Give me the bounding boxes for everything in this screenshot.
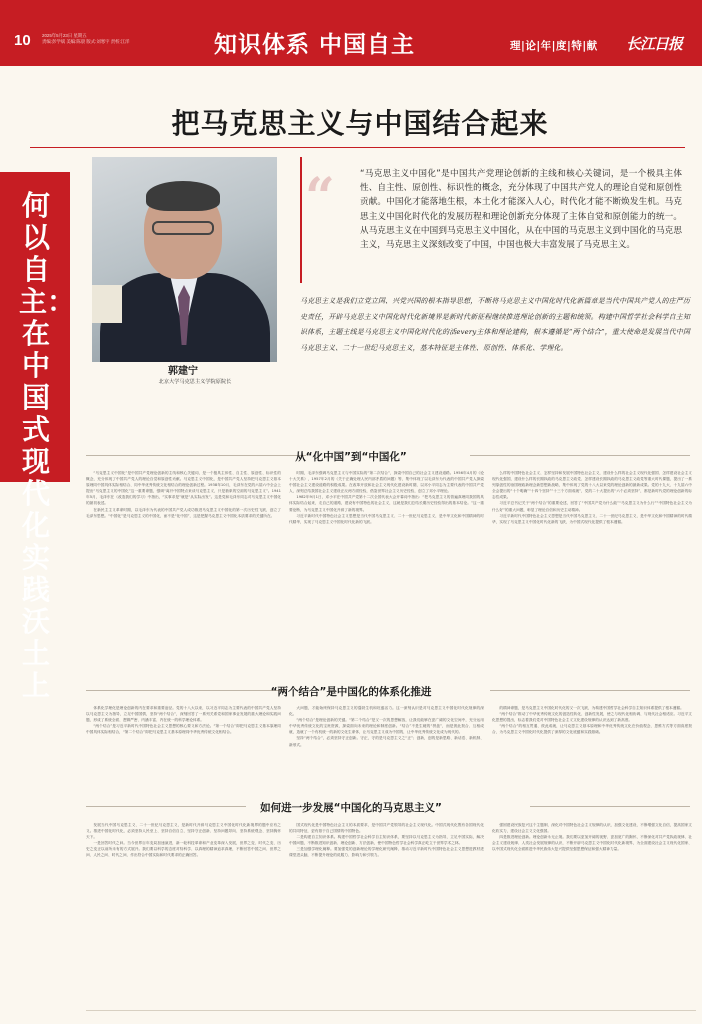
paragraph: 习近平新时代中国特色社会主义思想是当代中国马克思主义、二十一世纪马克思主义，是中华文化和中国精神的时代精华，实现了马克思主义中国化时代化新的飞跃。 <box>289 513 484 524</box>
heading-rule-right <box>490 690 690 691</box>
heading-rule-right <box>530 806 690 807</box>
paragraph: 一是回答时代之问。当今世界百年变局加速演进，新一轮科技革命和产业变革深入发展，世界之变、时代之变、历史之变正以前所未有的方式展开。我们要以科学的态度对待科学、以真理的精神追求真理，不断回答中国之问、世界之问、人民之问、时代之问，作出符合中国实际和时代要求的正确回答。 <box>86 841 281 858</box>
section-heading-2: “两个结合”是中国化的体系化推进 <box>270 686 432 698</box>
photo-hair <box>146 181 220 211</box>
paragraph: “马克思主义中国化”是中国共产党理论创新的主线和核心关键词，是一个极具主体性、自主性、原创性、标识性的概念，充分体现了中国共产党人的理论自觉和原创性贡献。马克思主义中国化，是中国共产党人坚持把马克思主义基本原理同中国具体实际相结合、同中华优秀传统文化相结合的理论创新过程。1938年10月，毛泽东在党的六届六中全会上提出“马克思主义的中国化”这一重要命题，强调“离开中国特点来谈马克思主义，只是抽象的空洞的马克思主义”。1941年5月，毛泽东在《改造我们的学习》中指出，“实事求是”就是“从实际出发”。这是党和毛泽东同志对马克思主义中国化的最初表述。 <box>86 471 281 506</box>
section-name: 知识体系 中国自主 <box>214 32 416 58</box>
paragraph: 体系化学理化是理论创新的内在要求和重要途径。党的十八大以来，以习近平同志为主要代表的中国共产党人坚持以马克思主义为指导，立足中国国情，坚持“两个结合”，深刻回答了一系列关系党和国家事业发展的重大理论和实践问题，形成了系统全面、逻辑严密、内涵丰富、内在统一的科学理论体系。 <box>86 706 281 723</box>
section-2-column-3 <box>492 705 692 790</box>
paragraph: “两个结合”是理论创新的关键。“第二个结合”是又一次的思想解放，让我们能够在更广阔的文化空间中，充分运用中华优秀传统文化的宝贵资源，探索面向未来的理论和制度创新。“结合”不是生硬的“拼盘”，而是彼此契合、互相成就，造就了一个有机统一的新的文化生命体，让马克思主义成为中国的，让中华优秀传统文化成为现代的。 <box>289 718 484 735</box>
paragraph: 习近平新时代中国特色社会主义思想是当代中国马克思主义、二十一世纪马克思主义，是中华文化和中国精神的时代精华，实现了马克思主义中国化时代化新的飞跃，为中国式现代化提供了根本遵循。 <box>492 513 692 524</box>
paragraph: 的精神命题，是马克思主义中国化时代化的又一次飞跃，为构建中国哲学社会科学自主知识体系提供了根本遵循。 <box>499 706 684 710</box>
section-heading-3: 如何进一步发展“中国化的马克思主义” <box>260 802 442 814</box>
section-3-column-1 <box>86 822 281 1007</box>
section-2-column-1 <box>86 705 281 790</box>
section-1-column-2 <box>289 470 484 675</box>
masthead <box>0 0 702 66</box>
paragraph: 时期，毛泽东强调马克思主义与中国实际的“第二次结合”，探索中国自己的社会主义建设道路。1956年4月的《论十大关系》，1957年2月的《关于正确处理人民内部矛盾的问题》等，集中体现了以毛泽东为代表的中国共产党人探索中国社会主义建设道路的积极成果。在改革开放和社会主义现代化建设新时期，以邓小平同志为主要代表的中国共产党人，深刻总结我国社会主义建设正反两方面经验，借鉴世界社会主义历史经验，创立了邓小平理论。 <box>289 471 484 494</box>
quote-mark-icon: “ <box>305 167 335 228</box>
author-title: 北京大学马克思主义学院原院长 <box>158 379 232 385</box>
pull-quote: “马克思主义中国化”是中国共产党理论创新的主线和核心关键词，是一个极具主体性、自主性、原创性、标识性的概念，充分体现了中国共产党人的理论自觉和原创性贡献。中国化才能落地生根，本土化才能深入人心，时代化才能不断焕发生机。马克思主义中国化时代化的发展历程和理论创新充分体现了主体自觉和原创能力的统一。从马克思主义在中国到马克思主义中国化，从在中国的马克思主义到中国化的马克思主义，马克思主义深刻改变了中国，中国也极大丰富发展了马克思主义。 <box>360 169 682 251</box>
photo-glasses <box>152 221 214 235</box>
article-title: 把马克思主义与中国结合起来 <box>171 107 549 140</box>
section-1-column-1 <box>86 470 281 675</box>
paragraph: 强固建设民族复兴这个主题制，深化对中国特色社会主义规律的认识，加强文化建设，不断增强文化自信，提高国家文化软实力，建设社会主义文化强国。 <box>492 823 692 834</box>
photo-nameplate <box>92 285 122 323</box>
paragraph: “两个结合”的相互贯通、彼此成就，让马克思主义基本原理和中华优秀传统文化在价值观念、思维方式等方面高度契合，为马克思主义中国化时代化提供了深厚的文化底蕴和实践基础。 <box>492 724 692 735</box>
paragraph: “两个结合”是习近平新时代中国特色社会主义思想的核心要义和方法论。“第一个结合”即把马克思主义基本原理同中国具体实际相结合，“第二个结合”即把马克思主义基本原理同中华优秀传统文化相结合。 <box>86 724 281 735</box>
paragraph: 在新民主主义革命时期，以毛泽东为代表的中国共产党人成功推进马克思主义中国化的第一次历史性飞跃，创立了毛泽东思想。“中国化”是马克思主义的中国化，而不是“化中国”，这是把握马克思主义中国化本质要求的关键所在。 <box>86 507 281 518</box>
paragraph: 么样的中国特色社会主义、怎样坚持和发展中国特色社会主义，建设什么样的社会主义现代化强国、怎样建设社会主义现代化强国，建设什么样的长期执政的马克思主义政党、怎样建设长期执政的马克思主义政党等重大时代课题，提出了一系列原创性的治国理政新理念新思想新战略，集中体现了党的十八大以来党的理论创新的最新成果。党的十九大、十九届六中全会提出的“十个明确”“十四个坚持”“十三个方面成就”，党的二十大提出的“六个必须坚持”，都是新时代党的理论创新的标志性成果。 <box>492 471 692 500</box>
paragraph: 三是加强学理化阐释。要加强党的创新理论的学理化研究阐释，推动习近平新时代中国特色社会主义思想进教材进课堂进头脑，不断提升理论的说服力、影响力和引领力。 <box>289 847 484 858</box>
author-name: 郭建宁 <box>168 366 198 377</box>
issue-meta <box>42 33 130 45</box>
paragraph: 四是推进理论创新。理论创新永无止境。我们要以更加开阔的视野、更加宽广的胸怀，不断深化对共产党执政规律、社会主义建设规律、人类社会发展规律的认识，不断开辟马克思主义中国化时代化新境界，为全面建设社会主义现代化国家、以中国式现代化全面推进中华民族伟大复兴提供坚强思想保证和强大精神力量。 <box>492 835 692 852</box>
paragraph: 国式现代化是中国特色社会主义的本质要求，是中国共产党领导的社会主义现代化。中国式现代化既有各国现代化的共同特征，更有基于自己国情的中国特色。 <box>289 823 484 834</box>
paragraph: 坚持“两个结合”，必须坚持守正创新。守正，守的是马克思主义之“正”；创新，创的是新思路、新话语、新机制、新形式。 <box>289 736 484 747</box>
section-heading-1: 从“化中国”到“中国化” <box>295 451 407 463</box>
author-photo <box>92 157 277 362</box>
article-summary: 马克思主义是我们立党立国、兴党兴国的根本指导思想，不断将马克思主义中国化时代化新篇章是当代中国共产党人的庄严历史责任，开辟马克思主义中国化时代化新境界是新时代新征程继续推进理论创新的主题和统领。构建中国哲学社会科学自主知识体系，主题主线是马克思主义中国化时代化的活every主体和理论建构，根本遵循是“两个结合”，重大使命是发展当代中国马克思主义、二十一世纪马克思主义，基本特征是主体性、原创性、体系化、学理化。 <box>300 297 690 352</box>
section-tagline: 理|论|年|度|特|献 <box>510 40 598 52</box>
page-number: 10 <box>14 32 31 49</box>
newspaper-logo: 长江日报 <box>626 35 683 53</box>
section-2-column-2 <box>289 705 484 790</box>
paragraph: “两个结合”推动了中华优秀传统文化的创造性转化、创新性发展，使之与现代化相协调、与现代社会相适应。习近平文化思想的提出，标志着我们党对中国特色社会主义文化建设规律的认识达到了新高度。 <box>492 712 692 723</box>
section-3-column-2 <box>289 822 484 1007</box>
date-line: 2025年5月23日 星期五 <box>42 33 87 38</box>
paragraph: 1982年9月1日，邓小平在中国共产党第十二次全国代表大会开幕词中指出：“把马克思主义的普遍真理同我国的具体实际结合起来，走自己的道路，建设有中国特色的社会主义，这就是我们总结长期历史经验得出的基本结论。”这一重要论断，为马克思主义中国化开辟了新的境界。 <box>289 495 484 512</box>
paragraph: 大问题，才能始终保持马克思主义的蓬勃生机和旺盛活力。这一深刻认识是对马克思主义中国化时代化规律的深化。 <box>289 706 484 717</box>
bottom-divider <box>86 1010 696 1011</box>
staff-line: 责编:彭学斌 美编:陈晨 版式:刘寒宇 责校:江洋 <box>42 39 130 44</box>
paragraph: 二是构建自主知识体系。构建中国哲学社会科学自主知识体系，要坚持以马克思主义为指导，立足中国实际，解决中国问题，不断推进知识创新、理论创新、方法创新，使中国特色哲学社会科学真正屹立于世界学术之林。 <box>289 835 484 846</box>
title-divider <box>30 147 685 148</box>
vertical-series-title: 何以自主：在中国式现代化实践沃土上 <box>19 189 76 702</box>
paragraph: 习近平总书记关于“两个结合”的重要论述，回答了“中国共产党为什么能”“马克思主义为什么行”“中国特色社会主义为什么好”的重大问题，彰显了理论自信和历史主动精神。 <box>492 501 692 512</box>
paragraph: 发展当代中国马克思主义、二十一世纪马克思主义，是新时代开辟马克思主义中国化时代化新境界的题中应有之义。推进中国化时代化，必须坚持人民至上、坚持自信自立、坚持守正创新、坚持问题导向、坚持系统观念、坚持胸怀天下。 <box>86 823 281 840</box>
section-3-column-3 <box>492 822 692 1007</box>
section-1-column-3 <box>492 470 692 675</box>
heading-rule-right <box>470 455 690 456</box>
